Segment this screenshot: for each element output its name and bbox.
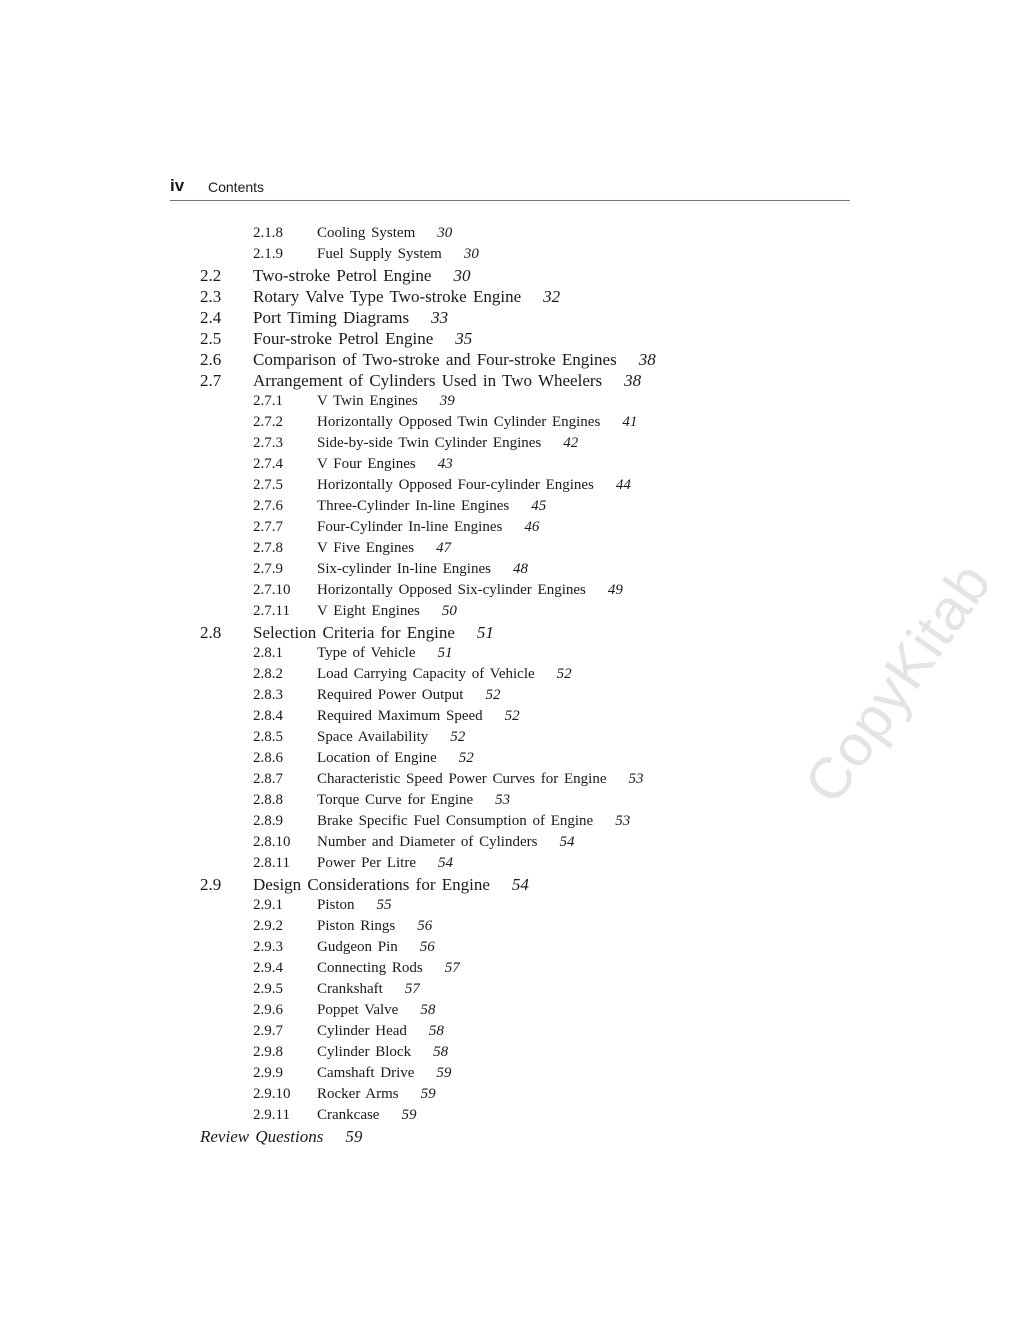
page-number: 59 xyxy=(401,1107,417,1123)
section-title: Design Considerations for Engine xyxy=(253,875,490,894)
section-title: Crankcase xyxy=(317,1107,380,1123)
page-number: 51 xyxy=(476,623,494,642)
section-title-group xyxy=(317,895,392,916)
toc-entry xyxy=(0,1063,1020,1084)
table-of-contents xyxy=(0,223,1020,1147)
section-title-group xyxy=(317,937,435,958)
page-number: 58 xyxy=(428,1023,444,1039)
section-title-group xyxy=(200,1126,362,1147)
page-number: 38 xyxy=(638,350,656,369)
toc-entry xyxy=(0,790,1020,811)
toc-entry xyxy=(0,1000,1020,1021)
section-title: Connecting Rods xyxy=(317,960,423,976)
toc-entry xyxy=(0,979,1020,1000)
section-number: 2.9.3 xyxy=(253,939,283,955)
toc-entry xyxy=(0,580,1020,601)
page-number: 48 xyxy=(512,561,528,577)
section-number: 2.7.9 xyxy=(253,561,283,577)
section-number: 2.8.10 xyxy=(253,834,291,850)
page-number: 45 xyxy=(531,498,547,514)
toc-entry xyxy=(0,601,1020,622)
section-number: 2.7.1 xyxy=(253,393,283,409)
running-header xyxy=(170,176,850,201)
section-title: Power Per Litre xyxy=(317,855,416,871)
section-title: Piston Rings xyxy=(317,918,396,934)
page-number: 49 xyxy=(607,582,623,598)
section-title-group xyxy=(317,832,574,853)
toc-entry xyxy=(0,349,1020,370)
section-title: Cylinder Head xyxy=(317,1023,407,1039)
section-number: 2.7.8 xyxy=(253,540,283,556)
page-number: 30 xyxy=(463,246,479,262)
toc-entry xyxy=(0,916,1020,937)
section-title: Three-Cylinder In-line Engines xyxy=(317,498,510,514)
section-title: Side-by-side Twin Cylinder Engines xyxy=(317,435,542,451)
section-number: 2.6 xyxy=(200,350,222,369)
running-title: Contents xyxy=(208,179,265,195)
toc-entry xyxy=(0,622,1020,643)
page-number: 56 xyxy=(417,918,433,934)
toc-entry xyxy=(0,286,1020,307)
section-title-group xyxy=(317,706,520,727)
toc-entry xyxy=(0,1084,1020,1105)
section-number: 2.1.8 xyxy=(253,225,283,241)
toc-entry xyxy=(0,433,1020,454)
page-number: 50 xyxy=(441,603,457,619)
section-number: 2.9.2 xyxy=(253,918,283,934)
toc-entry xyxy=(0,727,1020,748)
page-number: 39 xyxy=(439,393,455,409)
section-title: Camshaft Drive xyxy=(317,1065,415,1081)
section-title: Type of Vehicle xyxy=(317,645,416,661)
section-title: Location of Engine xyxy=(317,750,437,766)
section-number: 2.8 xyxy=(200,623,222,642)
page-number: 38 xyxy=(624,371,642,390)
section-number: 2.8.7 xyxy=(253,771,283,787)
section-title-group xyxy=(317,685,500,706)
section-number: 2.8.5 xyxy=(253,729,283,745)
section-title: Piston xyxy=(317,897,355,913)
section-title-group xyxy=(317,1021,444,1042)
section-number: 2.9.5 xyxy=(253,981,283,997)
page-number: 52 xyxy=(504,708,520,724)
section-title: Crankshaft xyxy=(317,981,383,997)
section-title: V Twin Engines xyxy=(317,393,418,409)
section-title-group xyxy=(317,496,546,517)
section-number: 2.8.4 xyxy=(253,708,283,724)
toc-entry xyxy=(0,475,1020,496)
section-title-group xyxy=(317,559,528,580)
section-title: Arrangement of Cylinders Used in Two Wheelers xyxy=(253,371,603,390)
page-number: 52 xyxy=(450,729,466,745)
section-number: 2.9.7 xyxy=(253,1023,283,1039)
section-title: Two-stroke Petrol Engine xyxy=(253,266,432,285)
section-title-group xyxy=(317,1084,436,1105)
toc-entry xyxy=(0,454,1020,475)
section-number: 2.9.9 xyxy=(253,1065,283,1081)
section-title-group xyxy=(317,454,453,475)
toc-entry xyxy=(0,937,1020,958)
page-number: 59 xyxy=(345,1127,363,1146)
section-title: Space Availability xyxy=(317,729,429,745)
page-number: 30 xyxy=(453,266,471,285)
page-number: 43 xyxy=(437,456,453,472)
toc-entry xyxy=(0,328,1020,349)
page-number: 52 xyxy=(485,687,501,703)
watermark: CopyKitab xyxy=(791,550,1004,815)
section-number: 2.8.11 xyxy=(253,855,290,871)
page-number: 56 xyxy=(419,939,435,955)
section-number: 2.7.4 xyxy=(253,456,283,472)
toc-entry xyxy=(0,244,1020,265)
section-title-group xyxy=(253,370,641,391)
page-number: 58 xyxy=(420,1002,436,1018)
section-number: 2.9.1 xyxy=(253,897,283,913)
page-number: 41 xyxy=(622,414,638,430)
toc-entry xyxy=(0,706,1020,727)
section-number: 2.8.2 xyxy=(253,666,283,682)
section-title: V Eight Engines xyxy=(317,603,420,619)
section-title: Characteristic Speed Power Curves for Engine xyxy=(317,771,607,787)
section-title-group xyxy=(317,916,432,937)
section-title-group xyxy=(253,622,494,643)
section-title-group xyxy=(317,223,452,244)
section-number: 2.9.8 xyxy=(253,1044,283,1060)
page-number: 33 xyxy=(431,308,449,327)
toc-entry xyxy=(0,307,1020,328)
section-title-group xyxy=(317,391,455,412)
section-title: Cylinder Block xyxy=(317,1044,412,1060)
section-title-group xyxy=(317,958,460,979)
section-number: 2.9.10 xyxy=(253,1086,291,1102)
page-number: 44 xyxy=(615,477,631,493)
toc-entry xyxy=(0,1105,1020,1126)
toc-entry xyxy=(0,496,1020,517)
section-title: Four-Cylinder In-line Engines xyxy=(317,519,503,535)
toc-entry xyxy=(0,265,1020,286)
toc-entry xyxy=(0,538,1020,559)
section-number: 2.8.9 xyxy=(253,813,283,829)
section-number: 2.9.4 xyxy=(253,960,283,976)
section-title: Required Power Output xyxy=(317,687,464,703)
section-title-group xyxy=(317,811,630,832)
page-number: 53 xyxy=(628,771,644,787)
section-number: 2.7.2 xyxy=(253,414,283,430)
section-title: Rotary Valve Type Two-stroke Engine xyxy=(253,287,522,306)
section-title-group xyxy=(317,727,465,748)
section-title: Horizontally Opposed Four-cylinder Engines xyxy=(317,477,594,493)
section-title-group xyxy=(317,664,572,685)
section-title-group xyxy=(253,307,448,328)
toc-entry xyxy=(0,811,1020,832)
page-number: 42 xyxy=(563,435,579,451)
section-title-group xyxy=(253,874,529,895)
section-number: 2.1.9 xyxy=(253,246,283,262)
section-title-group xyxy=(317,433,578,454)
section-title-group xyxy=(317,790,510,811)
toc-entry xyxy=(0,1126,1020,1147)
section-number: 2.9 xyxy=(200,875,222,894)
section-title: Six-cylinder In-line Engines xyxy=(317,561,491,577)
section-title-group xyxy=(253,286,560,307)
section-title: Selection Criteria for Engine xyxy=(253,623,455,642)
section-title-group xyxy=(317,643,452,664)
page-number: 52 xyxy=(556,666,572,682)
page-number: 57 xyxy=(444,960,460,976)
section-title-group xyxy=(317,1042,448,1063)
section-title: Brake Specific Fuel Consumption of Engine xyxy=(317,813,594,829)
toc-entry xyxy=(0,874,1020,895)
section-title: Review Questions xyxy=(200,1127,324,1146)
toc-entry xyxy=(0,769,1020,790)
toc-entry xyxy=(0,832,1020,853)
toc-entry xyxy=(0,664,1020,685)
section-title-group xyxy=(317,412,637,433)
toc-entry xyxy=(0,223,1020,244)
section-number: 2.8.1 xyxy=(253,645,283,661)
section-title: Four-stroke Petrol Engine xyxy=(253,329,434,348)
page-number: 58 xyxy=(433,1044,449,1060)
section-number: 2.8.6 xyxy=(253,750,283,766)
page-number: 30 xyxy=(437,225,453,241)
page-number: 59 xyxy=(420,1086,436,1102)
section-title-group xyxy=(317,517,539,538)
section-number: 2.7 xyxy=(200,371,222,390)
page-number: 52 xyxy=(458,750,474,766)
section-title: Rocker Arms xyxy=(317,1086,399,1102)
toc-entry xyxy=(0,958,1020,979)
page-number: 54 xyxy=(559,834,575,850)
section-title: Gudgeon Pin xyxy=(317,939,398,955)
section-title: Torque Curve for Engine xyxy=(317,792,474,808)
section-title-group xyxy=(317,538,451,559)
section-title: V Four Engines xyxy=(317,456,416,472)
section-title-group xyxy=(317,580,623,601)
section-title: Poppet Valve xyxy=(317,1002,399,1018)
toc-entry xyxy=(0,853,1020,874)
section-title: Horizontally Opposed Six-cylinder Engines xyxy=(317,582,586,598)
page-number: 35 xyxy=(455,329,473,348)
page-number: 57 xyxy=(404,981,420,997)
section-title: Number and Diameter of Cylinders xyxy=(317,834,538,850)
page-number: 59 xyxy=(436,1065,452,1081)
section-number: 2.5 xyxy=(200,329,222,348)
page-number: 32 xyxy=(543,287,561,306)
toc-entry xyxy=(0,559,1020,580)
section-number: 2.7.6 xyxy=(253,498,283,514)
section-title: Port Timing Diagrams xyxy=(253,308,410,327)
toc-entry xyxy=(0,685,1020,706)
section-title-group xyxy=(317,748,474,769)
toc-entry xyxy=(0,412,1020,433)
page-number: 55 xyxy=(376,897,392,913)
section-number: 2.9.6 xyxy=(253,1002,283,1018)
toc-entry xyxy=(0,1042,1020,1063)
section-number: 2.7.3 xyxy=(253,435,283,451)
section-number: 2.2 xyxy=(200,266,222,285)
section-number: 2.3 xyxy=(200,287,222,306)
section-title-group xyxy=(317,853,453,874)
page-number: 53 xyxy=(615,813,631,829)
toc-entry xyxy=(0,1021,1020,1042)
section-number: 2.7.11 xyxy=(253,603,290,619)
section-number: 2.8.8 xyxy=(253,792,283,808)
section-title: Fuel Supply System xyxy=(317,246,442,262)
section-title: Comparison of Two-stroke and Four-stroke Engines xyxy=(253,350,617,369)
section-number: 2.7.7 xyxy=(253,519,283,535)
section-title-group xyxy=(317,601,457,622)
section-number: 2.9.11 xyxy=(253,1107,290,1123)
section-number: 2.8.3 xyxy=(253,687,283,703)
section-title-group xyxy=(317,475,631,496)
section-number: 2.7.10 xyxy=(253,582,291,598)
section-title: Horizontally Opposed Twin Cylinder Engines xyxy=(317,414,601,430)
toc-entry xyxy=(0,370,1020,391)
page-number: 53 xyxy=(495,792,511,808)
section-title-group xyxy=(317,1105,416,1126)
section-title-group xyxy=(317,1063,451,1084)
toc-entry xyxy=(0,643,1020,664)
page-number: 54 xyxy=(511,875,529,894)
section-number: 2.4 xyxy=(200,308,222,327)
section-title-group xyxy=(317,1000,435,1021)
page-number: 46 xyxy=(524,519,540,535)
toc-entry xyxy=(0,748,1020,769)
section-title-group xyxy=(317,769,644,790)
page-number: 54 xyxy=(437,855,453,871)
toc-entry xyxy=(0,895,1020,916)
section-title: V Five Engines xyxy=(317,540,415,556)
page-number: 47 xyxy=(436,540,452,556)
section-title: Load Carrying Capacity of Vehicle xyxy=(317,666,535,682)
section-number: 2.7.5 xyxy=(253,477,283,493)
section-title-group xyxy=(253,265,470,286)
page-folio: iv xyxy=(170,176,185,195)
section-title-group xyxy=(253,328,472,349)
section-title-group xyxy=(253,349,656,370)
section-title: Cooling System xyxy=(317,225,416,241)
toc-entry xyxy=(0,391,1020,412)
page-number: 51 xyxy=(437,645,453,661)
section-title-group xyxy=(317,244,479,265)
toc-entry xyxy=(0,517,1020,538)
section-title: Required Maximum Speed xyxy=(317,708,483,724)
section-title-group xyxy=(317,979,420,1000)
